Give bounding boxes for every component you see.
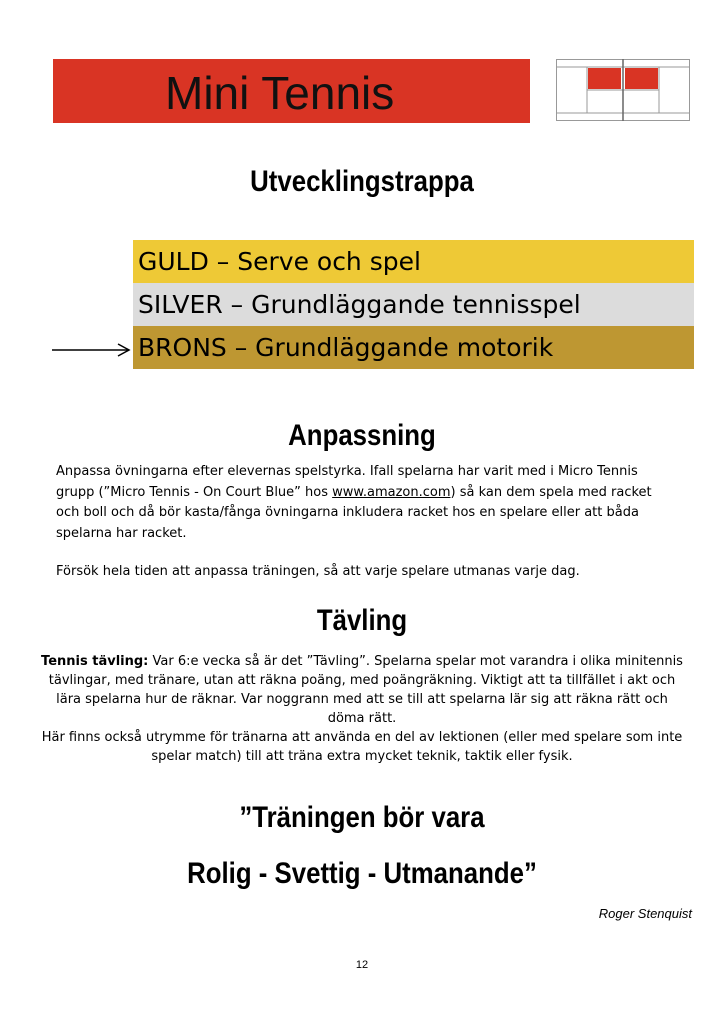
competition-heading: Tävling xyxy=(316,604,408,637)
ladder-level-silver: SILVER – Grundläggande tennisspel xyxy=(133,283,694,326)
competition-paragraph xyxy=(40,652,684,728)
adaptation-paragraph xyxy=(56,462,676,544)
quote-author: Roger Stenquist xyxy=(598,906,692,921)
competition-extra: Här finns också utrymme för tränarna att använda en del av lektionen (eller med spelare som inte spelar match) till att träna extra mycket teknik, taktik eller fysik. xyxy=(41,730,683,764)
page-number: 12 xyxy=(355,959,369,971)
tennis-court-icon xyxy=(556,59,690,121)
amazon-link[interactable]: www.amazon.com xyxy=(332,484,451,500)
competition-text: Var 6:e vecka så är det ”Tävling”. Spelarna spelar mot varandra i olika minitennis tävlingar, med tränare, utan att räkna poäng, med poängräkning. Viktigt att ta tillfället i akt och lära spelarna hur de räknar. Var noggrann med att se till att spelarna lär sig att räkna rätt och döma rätt. xyxy=(48,654,683,726)
ladder-level-gold: GULD – Serve och spel xyxy=(133,240,694,283)
quote-line-1: ”Träningen bör vara xyxy=(239,801,485,834)
page-title: Mini Tennis xyxy=(165,67,395,119)
quote-line-2: Rolig - Svettig - Utmanande” xyxy=(187,857,537,890)
adaptation-heading: Anpassning xyxy=(288,419,436,452)
adaptation-text-end: ) så kan dem spela med racket och boll och då bör kasta/fånga övningarna inkludera racket hos en spelare eller att båda spelarna har racket. xyxy=(56,484,652,541)
competition-lead: Tennis tävling: xyxy=(41,654,149,669)
adaptation-tip: Försök hela tiden att anpassa träningen, så att varje spelare utmanas varje dag. xyxy=(56,564,580,579)
ladder-heading: Utvecklingstrappa xyxy=(250,165,474,198)
ladder-level-bronze: BRONS – Grundläggande motorik xyxy=(133,326,694,369)
adaptation-text-start: Anpassa övningarna efter elevernas spelstyrka. Ifall spelarna har varit med i Micro Tennis grupp (”Micro Tennis - On Court Blue” hos xyxy=(56,464,638,500)
arrow-right-icon xyxy=(52,340,132,360)
title-banner xyxy=(53,59,530,123)
